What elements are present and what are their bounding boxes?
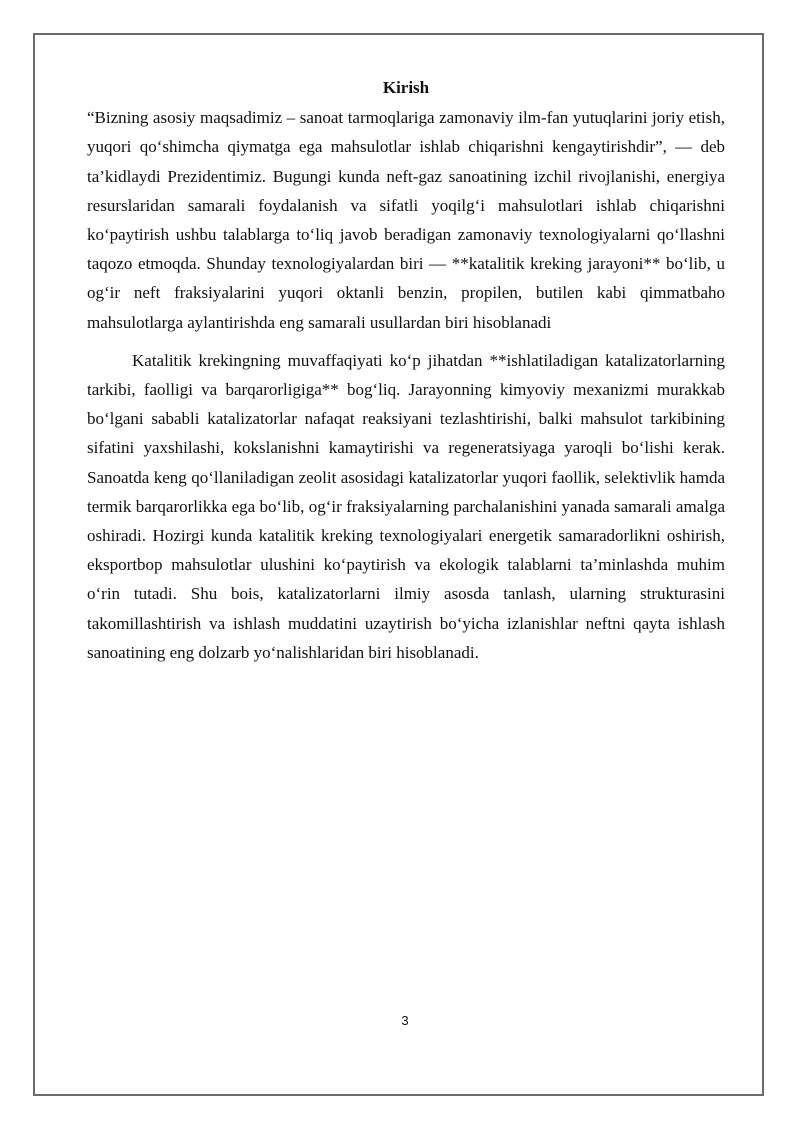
page-number: 3	[401, 1013, 409, 1028]
paragraph-catalysts: Katalitik krekingning muvaffaqiyati ko‘p jihatdan **ishlatiladigan katalizatorlarning tarkibi, faolligi va barqarorligiga** bog‘liq. Jarayonning kimyoviy mexanizmi murakkab bo‘lgani sababli katalizatorlar nafaqat reaksiyani tezlashtirishi, balki mahsulot tarkibining sifatini yaxshilashi, kokslanishni kamaytirishi va regeneratsiyaga yaroqli bo‘lishi kerak. Sanoatda keng qo‘llaniladigan zeolit asosidagi katalizatorlar yuqori faollik, selektivlik hamda termik barqarorlikka ega bo‘lib, og‘ir fraksiyalarning parchalanishini yanada samarali amalga oshiradi. Hozirgi kunda katalitik kreking texnologiyalari energetik samaradorlikni oshirish, eksportbop mahsulotlar ulushini ko‘paytirish va ekologik talablarni ta’minlashda muhim o‘rin tutadi. Shu bois, katalizatorlarni ilmiy asosda tanlash, ularning strukturasini takomillashtirish va ishlash muddatini uzaytirish bo‘yicha izlanishlar neftni qayta ishlash sanoatining eng dolzarb yo‘nalishlaridan biri hisoblanadi.	[87, 350, 725, 662]
section-title: Kirish	[382, 78, 430, 97]
document-body	[87, 73, 725, 667]
paragraph-intro: “Bizning asosiy maqsadimiz – sanoat tarmoqlariga zamonaviy ilm-fan yutuqlarini joriy etish, yuqori qo‘shimcha qiymatga ega mahsulotlar ishlab chiqarishni kengaytirishdir”, — deb ta’kidlaydi Prezidentimiz. Bugungi kunda neft-gaz sanoatining izchil rivojlanishi, energiya resurslaridan samarali foydalanish va sifatli yoqilg‘i mahsulotlari ishlab chiqarishni ko‘paytirish ushbu talablarga to‘liq javob beradigan zamonaviy texnologiyalarni qo‘llashni taqozo etmoqda. Shunday texnologiyalardan biri — **katalitik kreking jarayoni** bo‘lib, u og‘ir neft fraksiyalarini yuqori oktanli benzin, propilen, butilen kabi qimmatbaho mahsulotlarga aylantirishda eng samarali usullardan biri hisoblanadi	[87, 108, 725, 332]
